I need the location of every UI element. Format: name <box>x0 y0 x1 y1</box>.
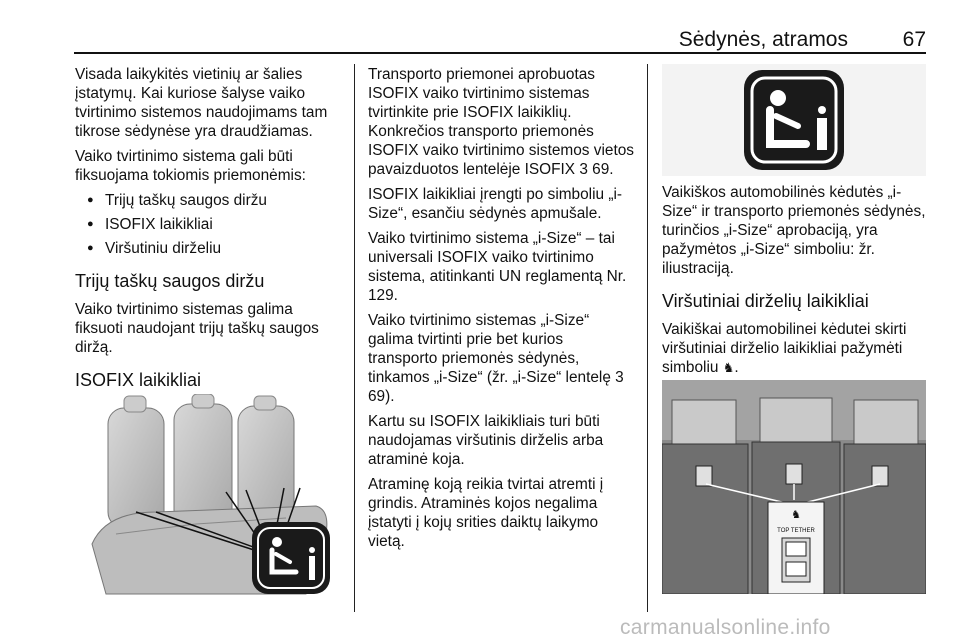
top-tether-illustration <box>662 380 926 599</box>
column-left <box>75 65 343 399</box>
rear-seats-image <box>86 394 332 596</box>
paragraph: ISOFIX laikikliai įrengti po simboliu „i-Size“, esančiu sėdynės apmušale. <box>368 186 623 222</box>
list-item: ● Trijų taškų saugos diržu <box>75 191 343 210</box>
paragraph: Transporto priemonei aprobuotas ISOFIX vaiko tvirtinimo sistemas tvirtinkite prie ISOFIX laikiklių. Konkrečios transporto priemonės ISOFIX vaiko tvirtinimo sistemos vietos pavaizduotos lentelėje ISOFIX 3 69. <box>368 66 634 178</box>
list-item: ● Viršutiniu dirželiu <box>75 239 343 258</box>
column-right <box>662 183 928 383</box>
page-number: 67 <box>902 28 926 51</box>
svg-text:♞: ♞ <box>791 509 801 521</box>
paragraph: Kartu su ISOFIX laikikliais turi būti naudojamas viršutinis dirželis arba atraminė koja. <box>368 413 604 468</box>
paragraph-text: Vaikiškai automobilinei kėdutei skirti viršutiniai dirželio laikikliai pažymėti simboliu <box>662 321 907 376</box>
isize-symbol-figure <box>662 64 926 181</box>
paragraph: Vaiko tvirtinimo sistemas galima fiksuoti naudojant trijų taškų saugos diržą. <box>75 301 319 356</box>
header-rule <box>74 52 926 54</box>
section-heading: Viršutiniai dirželių laikikliai <box>662 291 869 311</box>
top-tether-icon: ♞ <box>722 360 735 375</box>
paragraph: Vaiko tvirtinimo sistema „i-Size“ – tai universali ISOFIX vaiko tvirtinimo sistema, atitinkanti UN reglamentą Nr. 129. <box>368 230 627 304</box>
column-divider <box>647 64 648 612</box>
paragraph: Vaikiškos automobilinės kėdutės „i-Size“ ir transporto priemonės sėdynės, turinčios „i-Size“ aprobaciją, yra pažymėtos „i-Size“ simboliu: žr. iliustraciją. <box>662 184 926 277</box>
isofix-seats-illustration <box>86 394 332 601</box>
column-divider <box>354 64 355 612</box>
bullet-list <box>75 191 343 258</box>
column-middle <box>368 65 636 557</box>
paragraph: Atraminę koją reikia tvirtai atremti į grindis. Atraminės kojos negalima įstatyti į kojų srities daiktų laikymo vietą. <box>368 476 604 550</box>
paragraph: Vaiko tvirtinimo sistemas „i-Size“ galima tvirtinti prie bet kurios transporto priemonės sėdynės, tinkamos „i-Size“ (žr. „i-Size“ lentelę 3 69). <box>368 312 624 405</box>
paragraph: Vaiko tvirtinimo sistema gali būti fiksuojama tokiomis priemonėmis: <box>75 148 306 184</box>
isize-icon <box>662 64 926 176</box>
paragraph <box>662 320 928 377</box>
paragraph-end: . <box>734 359 739 376</box>
page-header <box>74 24 926 54</box>
paragraph: Visada laikykitės vietinių ar šalies įstatymų. Kai kuriose šalyse vaiko tvirtinimo sistemos naudojimams tam tikrose sėdynėse yra draudžiamas. <box>75 66 328 140</box>
trunk-anchors-image <box>662 380 926 594</box>
section-heading: ISOFIX laikikliai <box>75 370 202 390</box>
page-title: Sėdynės, atramos <box>678 28 848 51</box>
list-item: ● ISOFIX laikikliai <box>75 215 343 234</box>
top-tether-tag-label: TOP TETHER <box>777 528 815 534</box>
footer-watermark: carmanualsonline.info <box>620 616 831 639</box>
section-heading: Trijų taškų saugos diržu <box>75 271 265 291</box>
